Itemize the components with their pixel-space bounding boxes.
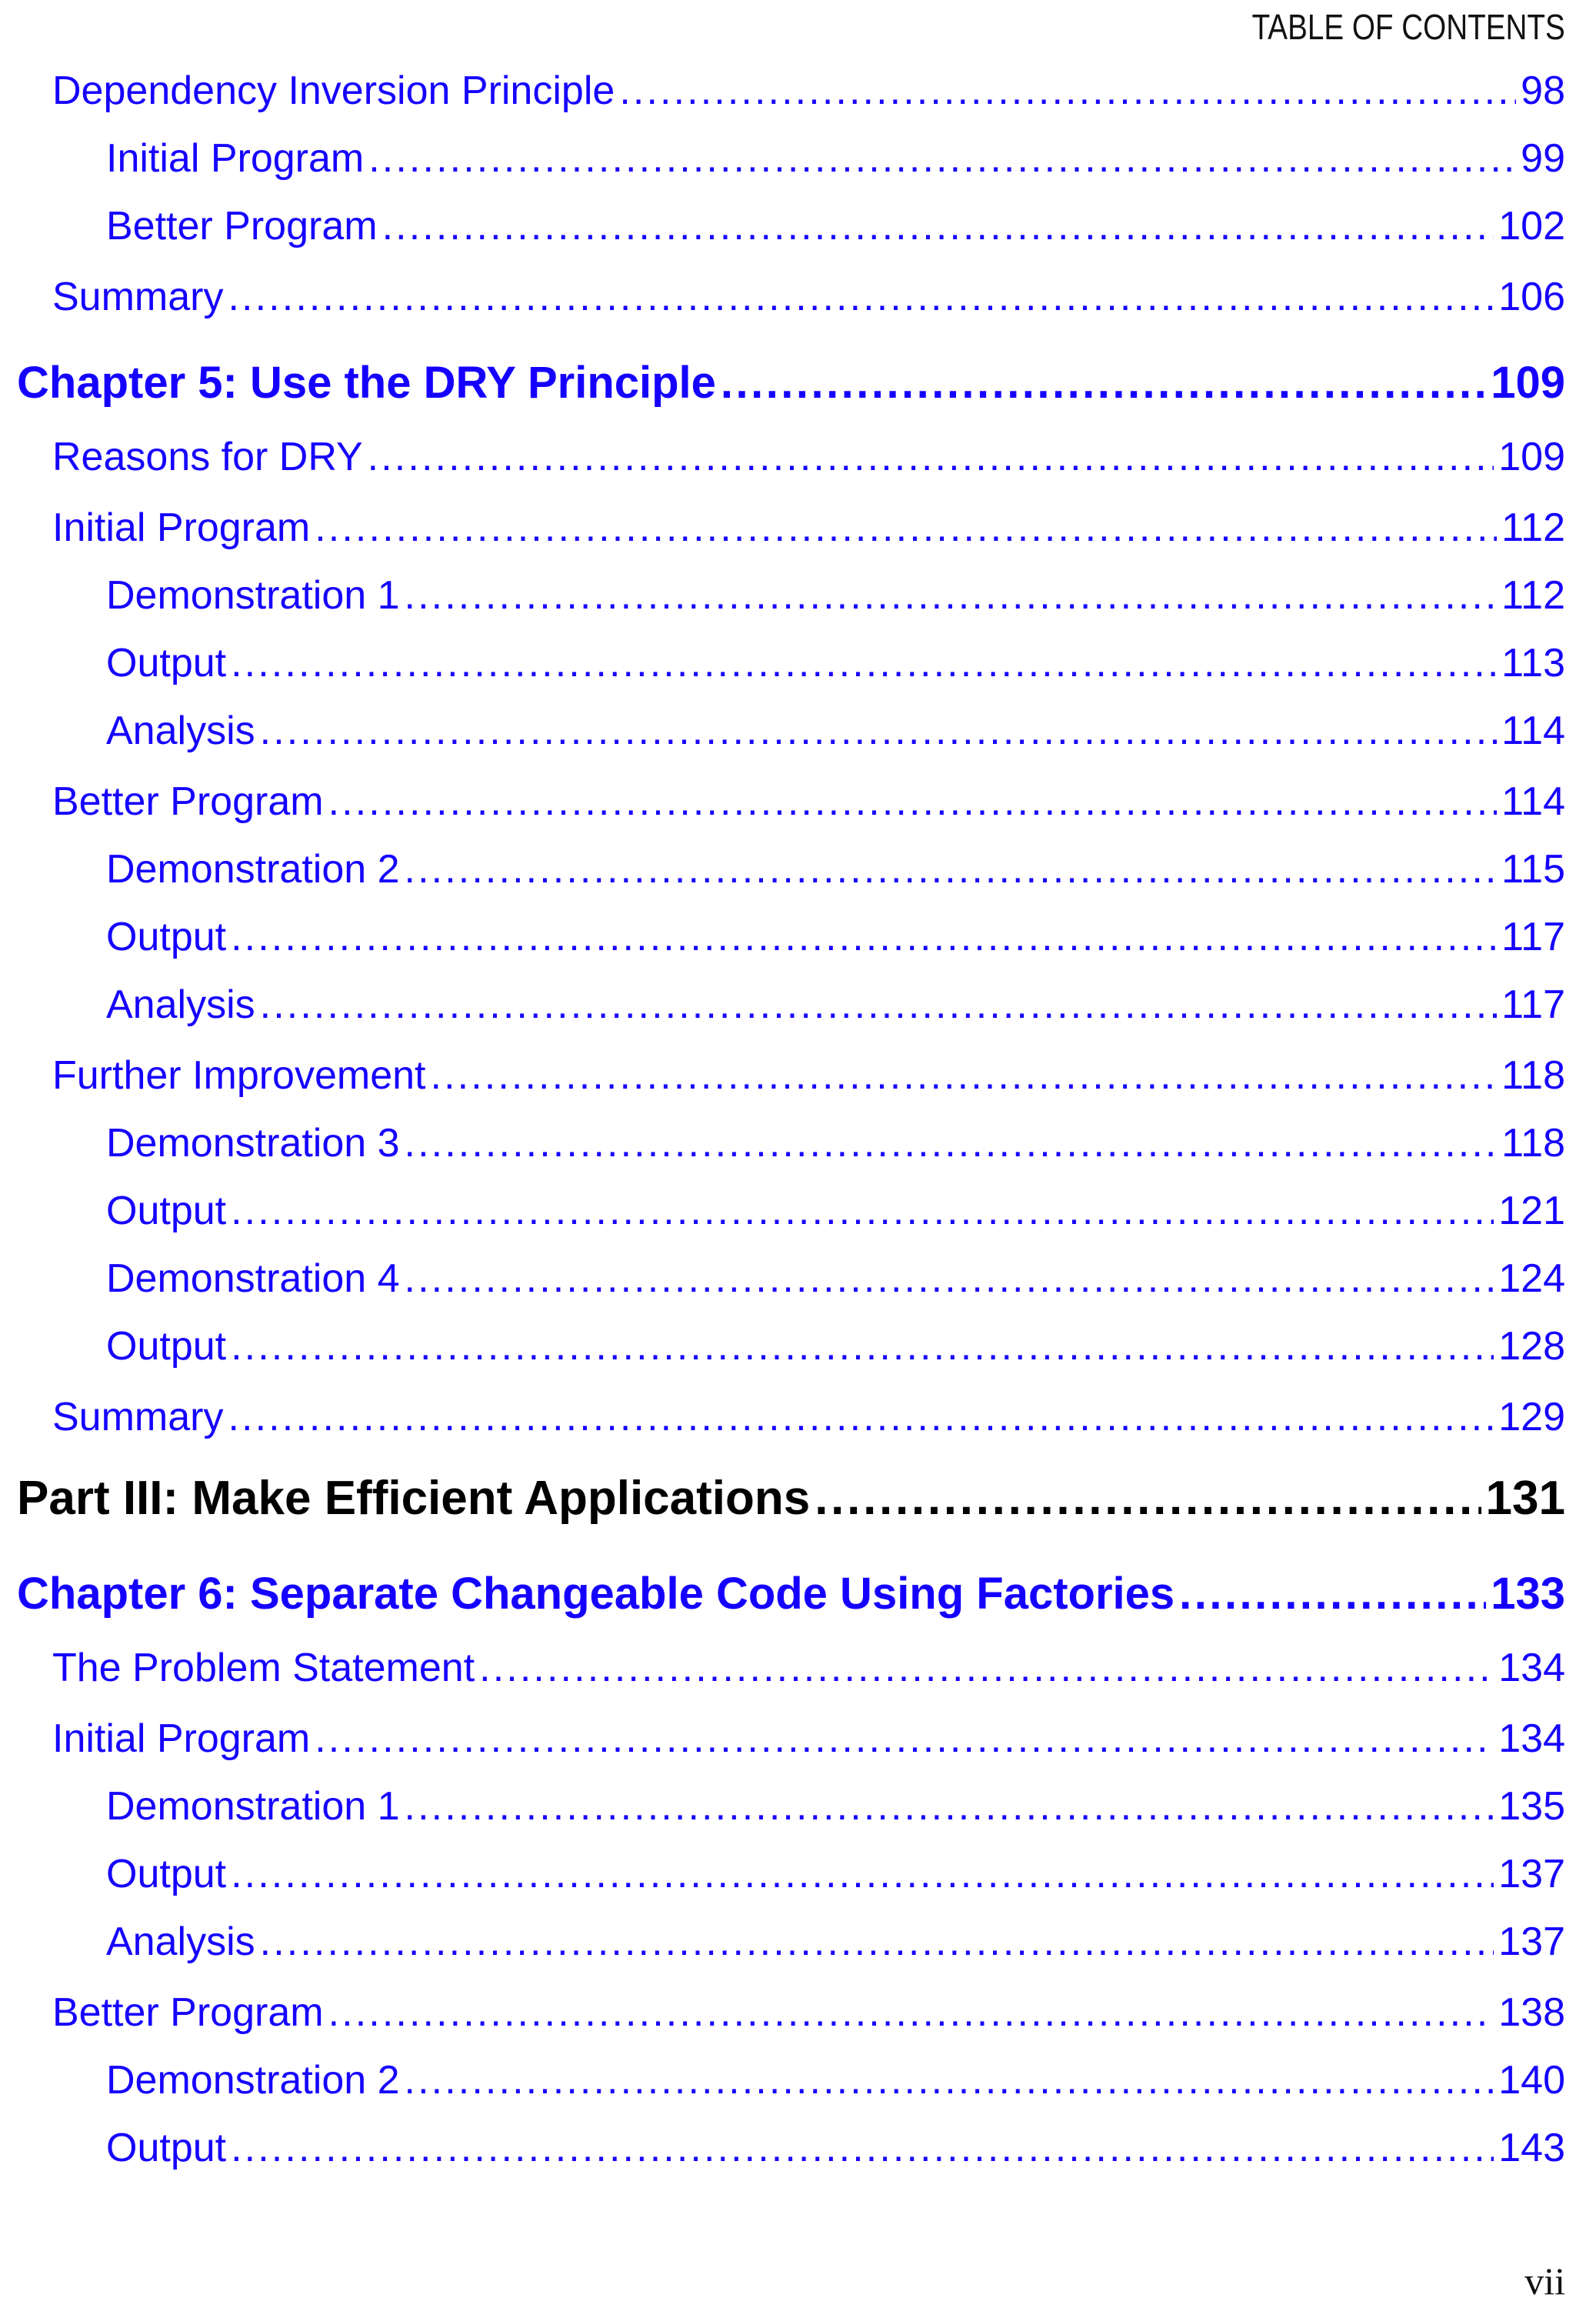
toc-entry-chapter[interactable]: [0, 357, 1596, 409]
toc-entry-title: Dependency Inversion Principle: [52, 68, 615, 113]
dot-leader: [815, 1471, 1481, 1526]
toc-entry-page: 102: [1498, 204, 1565, 248]
toc-entry-page: 137: [1498, 1919, 1565, 1964]
toc-entry-subsection[interactable]: [0, 846, 1596, 892]
dot-leader: [619, 68, 1516, 114]
toc-entry-page: 138: [1498, 1990, 1565, 2035]
dot-leader: [228, 274, 1494, 320]
dot-leader: [260, 1919, 1494, 1965]
dot-leader: [228, 1394, 1494, 1440]
dot-leader: [260, 982, 1497, 1028]
toc-entry-title: Demonstration 3: [106, 1121, 400, 1166]
toc-entry-section[interactable]: [0, 68, 1596, 114]
toc-entry-title: Summary: [52, 275, 224, 319]
toc-entry-title: Reasons for DRY: [52, 435, 363, 479]
dot-leader: [405, 1256, 1494, 1302]
page-number: vii: [1524, 2260, 1565, 2303]
toc-entry-page: 118: [1501, 1121, 1565, 1166]
toc-entry-title: Output: [106, 1852, 227, 1896]
toc-entry-title: Initial Program: [52, 505, 311, 550]
toc-entry-page: 113: [1501, 641, 1565, 685]
toc-entry-title: Demonstration 1: [106, 1784, 400, 1829]
toc-entry-title: Further Improvement: [52, 1053, 426, 1098]
toc-entry-section[interactable]: [0, 1716, 1596, 1762]
toc-entry-page: 106: [1498, 275, 1565, 319]
toc-entry-title: Demonstration 1: [106, 573, 400, 618]
dot-leader: [231, 1188, 1494, 1234]
toc-entry-page: 117: [1501, 982, 1565, 1027]
dot-leader: [328, 1989, 1494, 2036]
toc-entry-section[interactable]: [0, 1052, 1596, 1099]
dot-leader: [405, 572, 1498, 619]
toc-entry-section[interactable]: [0, 434, 1596, 480]
toc-entry-title: Output: [106, 1189, 227, 1233]
toc-entry-section[interactable]: [0, 274, 1596, 320]
toc-entry-title: Chapter 5: Use the DRY Principle: [17, 358, 716, 408]
dot-leader: [382, 203, 1494, 249]
toc-entry-subsection[interactable]: [0, 982, 1596, 1028]
toc-entry-title: Analysis: [106, 982, 255, 1027]
toc-entry-title: Output: [106, 641, 227, 685]
toc-entry-title: Better Program: [106, 204, 378, 248]
toc-entry-subsection[interactable]: [0, 1919, 1596, 1965]
toc-entry-page: 124: [1498, 1256, 1565, 1301]
toc-entry-page: 128: [1498, 1324, 1565, 1369]
toc-entry-page: 117: [1501, 915, 1565, 959]
dot-leader: [260, 708, 1497, 754]
toc-entry-subsection[interactable]: [0, 572, 1596, 619]
toc-entry-section[interactable]: [0, 505, 1596, 551]
toc-entry-page: 134: [1498, 1716, 1565, 1761]
dot-leader: [405, 1120, 1498, 1166]
toc-entry-title: Output: [106, 2126, 227, 2170]
toc-entry-subsection[interactable]: [0, 203, 1596, 249]
toc-entry-part[interactable]: [0, 1471, 1596, 1526]
dot-leader: [231, 914, 1497, 960]
toc-entry-subsection[interactable]: [0, 640, 1596, 686]
toc-entry-subsection[interactable]: [0, 1851, 1596, 1897]
toc-entry-title: Analysis: [106, 709, 255, 753]
toc-entry-subsection[interactable]: [0, 914, 1596, 960]
toc-entry-page: 134: [1498, 1646, 1565, 1690]
toc-entry-subsection[interactable]: [0, 2125, 1596, 2171]
toc-entry-page: 143: [1498, 2126, 1565, 2170]
toc-entry-subsection[interactable]: [0, 1256, 1596, 1302]
toc-entry-subsection[interactable]: [0, 1783, 1596, 1829]
toc-entry-title: Demonstration 2: [106, 2058, 400, 2103]
toc-entry-page: 99: [1521, 136, 1565, 181]
toc-entry-page: 109: [1498, 435, 1565, 479]
toc-entry-subsection[interactable]: [0, 135, 1596, 182]
toc-entry-section[interactable]: [0, 1645, 1596, 1691]
toc-entry-title: Better Program: [52, 779, 324, 824]
toc-entry-subsection[interactable]: [0, 1120, 1596, 1166]
dot-leader: [405, 2057, 1494, 2103]
dot-leader: [479, 1645, 1494, 1691]
dot-leader: [231, 1323, 1494, 1369]
toc-entry-page: 121: [1498, 1189, 1565, 1233]
toc-entry-page: 98: [1521, 68, 1565, 113]
dot-leader: [721, 357, 1486, 409]
dot-leader: [231, 2125, 1494, 2171]
toc-entry-page: 114: [1501, 779, 1565, 824]
toc-entry-page: 115: [1501, 847, 1565, 892]
toc-entry-title: Demonstration 2: [106, 847, 400, 892]
toc-entry-section[interactable]: [0, 779, 1596, 825]
toc-entry-title: Better Program: [52, 1990, 324, 2035]
toc-entry-title: The Problem Statement: [52, 1646, 475, 1690]
dot-leader: [328, 779, 1498, 825]
toc-entry-page: 118: [1501, 1053, 1565, 1098]
toc-entry-title: Output: [106, 915, 227, 959]
toc-entry-subsection[interactable]: [0, 1323, 1596, 1369]
dot-leader: [368, 135, 1516, 182]
toc-entry-page: 109: [1491, 358, 1565, 408]
dot-leader: [1179, 1568, 1486, 1619]
toc-entry-page: 140: [1498, 2058, 1565, 2103]
toc-entry-page: 112: [1501, 505, 1565, 550]
toc-entry-title: Initial Program: [106, 136, 365, 181]
toc-entry-title: Output: [106, 1324, 227, 1369]
toc-entry-page: 112: [1501, 573, 1565, 618]
running-head: TABLE OF CONTENTS: [1251, 7, 1565, 47]
toc-entry-page: 131: [1485, 1472, 1565, 1525]
toc-entry-section[interactable]: [0, 1989, 1596, 2036]
dot-leader: [231, 1851, 1494, 1897]
dot-leader: [368, 434, 1494, 480]
toc-entry-page: 133: [1491, 1569, 1565, 1619]
toc-entry-title: Chapter 6: Separate Changeable Code Using Factories: [17, 1569, 1175, 1619]
toc-entry-page: 114: [1501, 709, 1565, 753]
dot-leader: [231, 640, 1497, 686]
toc-entry-page: 137: [1498, 1852, 1565, 1896]
toc-entry-section[interactable]: [0, 1394, 1596, 1440]
dot-leader: [431, 1052, 1498, 1099]
dot-leader: [405, 846, 1498, 892]
toc-entry-subsection[interactable]: [0, 1188, 1596, 1234]
toc-entry-title: Demonstration 4: [106, 1256, 400, 1301]
toc-entry-page: 135: [1498, 1784, 1565, 1829]
dot-leader: [315, 505, 1497, 551]
toc-entry-title: Summary: [52, 1395, 224, 1439]
toc-entry-subsection[interactable]: [0, 708, 1596, 754]
dot-leader: [405, 1783, 1494, 1829]
toc-entry-title: Part III: Make Efficient Applications: [17, 1472, 811, 1525]
dot-leader: [315, 1716, 1494, 1762]
toc-entry-title: Initial Program: [52, 1716, 311, 1761]
toc-entry-subsection[interactable]: [0, 2057, 1596, 2103]
toc-entry-title: Analysis: [106, 1919, 255, 1964]
toc-entry-chapter[interactable]: [0, 1568, 1596, 1619]
toc-entry-page: 129: [1498, 1395, 1565, 1439]
